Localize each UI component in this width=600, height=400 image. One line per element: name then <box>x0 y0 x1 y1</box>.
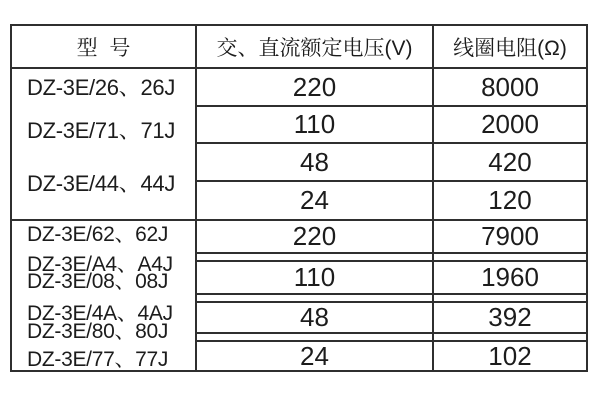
voltage-cell: 110 <box>293 109 336 139</box>
data-rows-2 <box>197 221 586 370</box>
header-resistance: 线圈电阻(Ω) <box>453 36 567 60</box>
data-rows-1 <box>197 69 586 219</box>
resistance-cell: 120 <box>488 185 532 215</box>
table-row <box>197 144 586 182</box>
model-label: DZ-3E/77、77J <box>27 348 169 371</box>
table-row <box>197 340 586 370</box>
voltage-cell: 48 <box>300 302 329 332</box>
table-row <box>197 221 586 254</box>
voltage-cell: 220 <box>292 221 337 251</box>
table-row <box>197 260 586 295</box>
model-label: DZ-3E/80、80J <box>27 320 169 343</box>
table-row <box>197 182 586 219</box>
table-section-2 <box>12 219 586 370</box>
model-label: DZ-3E/44、44J <box>27 171 176 196</box>
resistance-cell: 392 <box>488 302 532 332</box>
table-header-row <box>12 26 586 69</box>
voltage-cell: 220 <box>292 71 337 102</box>
model-label: DZ-3E/26、26J <box>27 75 176 100</box>
resistance-cell: 2000 <box>481 109 539 139</box>
voltage-cell: 24 <box>300 185 329 215</box>
voltage-cell: 48 <box>300 146 329 177</box>
voltage-cell: 110 <box>293 262 336 292</box>
header-voltage: 交、直流额定电压(V) <box>197 26 434 67</box>
table-section-1 <box>12 69 586 219</box>
model-cell-1 <box>12 69 197 219</box>
model-label: DZ-3E/62、62J <box>27 223 169 246</box>
resistance-cell: 102 <box>488 340 532 371</box>
relay-spec-table <box>10 24 588 372</box>
model-label: DZ-3E/08、08J <box>27 270 169 293</box>
column-divider <box>432 221 434 370</box>
resistance-cell: 7900 <box>481 221 539 251</box>
model-label: DZ-3E/71、71J <box>27 118 176 143</box>
table-row <box>197 107 586 144</box>
model-cell-2 <box>12 221 197 370</box>
voltage-cell: 24 <box>300 340 329 371</box>
table-row <box>197 301 586 334</box>
column-divider <box>432 69 434 219</box>
header-model: 型 号 <box>12 26 197 67</box>
model-label: DZ-3E/A4、A4J <box>27 253 173 276</box>
model-label: DZ-3E/4A、4AJ <box>27 302 173 325</box>
resistance-cell: 8000 <box>481 71 539 102</box>
resistance-cell: 1960 <box>481 262 539 292</box>
resistance-cell: 420 <box>488 146 532 177</box>
table-row <box>197 69 586 107</box>
